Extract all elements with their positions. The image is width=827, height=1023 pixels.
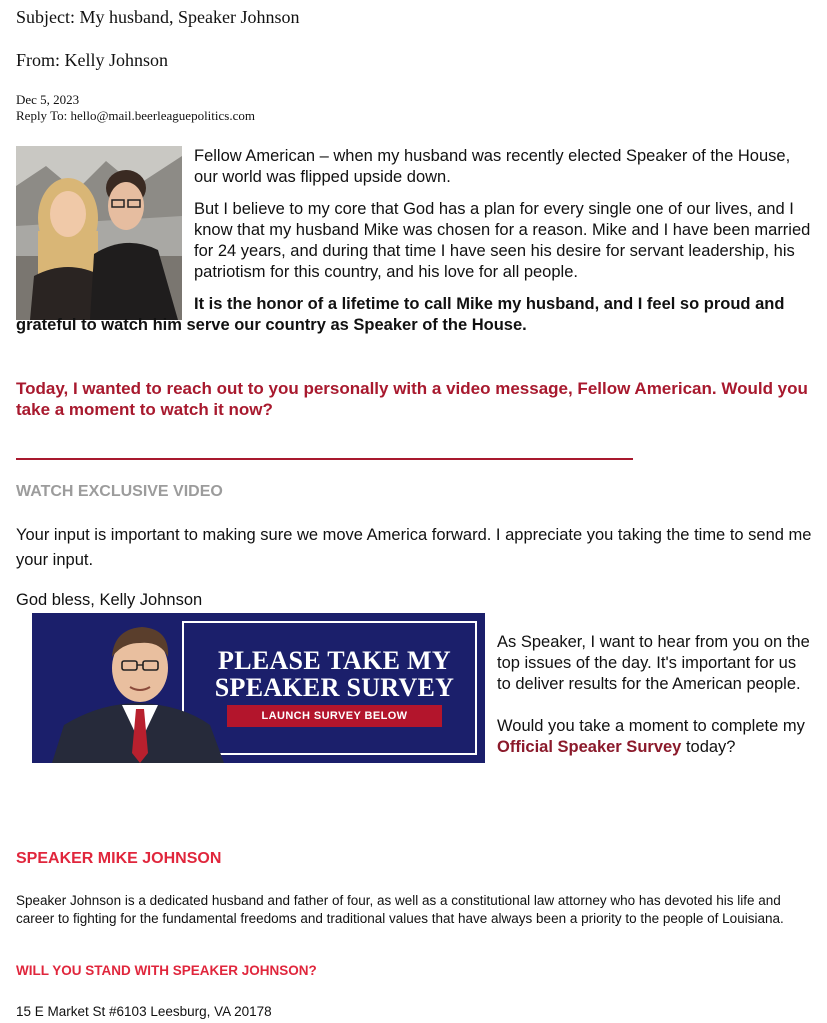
intro-paragraph-1: Fellow American – when my husband was recently elected Speaker of the House, our world was flipped upside down. [194,147,791,186]
survey-prompt: Would you take a moment to complete my [497,717,805,735]
bio-text: Speaker Johnson is a dedicated husband and father of four, as well as a constitutional law attorney who has devoted his life and career to fighting for the fundamental freedoms and traditional values that have always been a priority to the people of Louisiana. [16,893,784,926]
bio-heading: SPEAKER MIKE JOHNSON [16,850,222,867]
official-survey-link[interactable]: Official Speaker Survey [497,738,682,756]
survey-paragraph-1: As Speaker, I want to hear from you on the top issues of the day. It's important for us to deliver results for the American people. [497,633,810,693]
email-date: Dec 5, 2023 [16,92,80,107]
input-paragraph: Your input is important to making sure we move America forward. I appreciate you taking the time to send me your input. [16,526,812,569]
survey-banner[interactable] [32,613,485,763]
survey-paragraph-2 [497,716,813,758]
email-meta [16,92,255,124]
video-cta-text: Today, I wanted to reach out to you personally with a video message, Fellow American. Would you take a moment to watch it now? [16,379,808,419]
intro-text [16,146,811,336]
divider [16,458,633,460]
intro-paragraph-3: It is the honor of a lifetime to call Mike my husband, and I feel so proud and grateful to watch him serve our country as Speaker of the House. [16,295,785,334]
stand-with-heading: WILL YOU STAND WITH SPEAKER JOHNSON? [16,963,317,978]
email-reply-to: Reply To: hello@mail.beerleaguepolitics.com [16,108,255,123]
banner-title [192,647,477,701]
survey-description [497,632,813,758]
intro-paragraph-2: But I believe to my core that God has a plan for every single one of our lives, and I know that my husband Mike was chosen for a reason. Mike and I have been married for 24 years, and during that time I have seen his desire for servant leadership, his patriotism for this country, and his love for all people. [194,200,811,281]
survey-prompt-end: today? [681,738,736,756]
banner-title-line-1: PLEASE TAKE MY [218,646,451,675]
banner-title-line-2: SPEAKER SURVEY [214,673,455,702]
sign-off: God bless, Kelly Johnson [16,591,203,609]
launch-survey-button[interactable]: LAUNCH SURVEY BELOW [227,705,442,727]
mailing-address: 15 E Market St #6103 Leesburg, VA 20178 [16,1004,272,1019]
email-from: From: Kelly Johnson [16,50,169,70]
watch-video-link[interactable]: WATCH EXCLUSIVE VIDEO [16,483,223,500]
email-subject: Subject: My husband, Speaker Johnson [16,7,300,27]
